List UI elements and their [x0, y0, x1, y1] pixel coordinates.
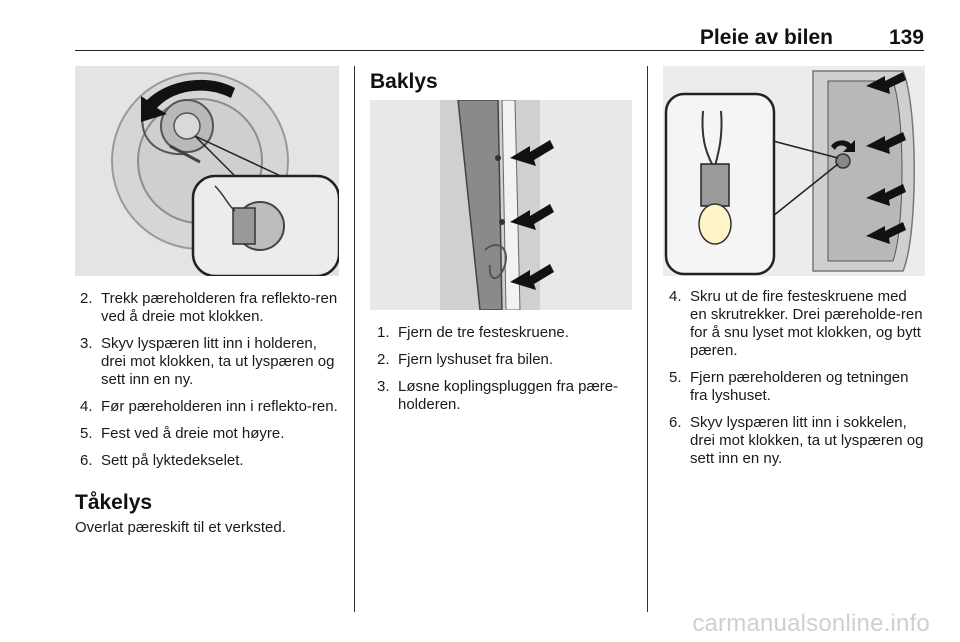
- column-divider-right: [647, 66, 648, 612]
- list-item: 4. Skru ut de fire festeskruene med en skrutrekker. Drei pæreholde-ren for å snu lyset mot klokken, og bytt pæren.: [669, 288, 923, 359]
- rear-light-housing-illustration: [663, 66, 925, 276]
- header-rule: [75, 50, 924, 51]
- list-item: 2. Trekk pæreholderen fra reflekto-ren ved å dreie mot klokken.: [80, 290, 338, 325]
- rear-light-illustration: [370, 100, 632, 310]
- right-steps-list: [669, 288, 927, 477]
- figure-rear-light-housing: [663, 66, 925, 276]
- section-heading-tåkelys: Tåkelys: [75, 491, 153, 514]
- list-item: 1. Fjern de tre festeskruene.: [377, 324, 569, 341]
- section-text: Overlat pæreskift til et verksted.: [75, 519, 286, 536]
- bulb-holder-illustration: [75, 66, 339, 276]
- section-heading-baklys: Baklys: [370, 70, 438, 93]
- list-item: 6. Skyv lyspæren litt inn i sokkelen, drei mot klokken, ta ut lyspæren og sett inn en ny.: [669, 414, 924, 467]
- running-header: Pleie av bilen: [699, 26, 833, 49]
- left-steps-list: [80, 290, 345, 479]
- page-number: 139: [888, 26, 924, 49]
- list-item: 3. Løsne koplingspluggen fra pære-holderen.: [377, 378, 619, 413]
- list-item: 6. Sett på lyktedekselet.: [80, 452, 244, 469]
- column-divider-left: [354, 66, 355, 612]
- list-item: 2. Fjern lyshuset fra bilen.: [377, 351, 554, 368]
- list-item: 5. Fjern pæreholderen og tetningen fra lyshuset.: [669, 369, 909, 404]
- list-item: 4. Før pæreholderen inn i reflekto-ren.: [80, 398, 338, 415]
- figure-rear-light-screws: [370, 100, 632, 310]
- figure-bulb-holder: [75, 66, 339, 276]
- middle-steps-list: [377, 324, 635, 423]
- list-item: 5. Fest ved å dreie mot høyre.: [80, 425, 285, 442]
- watermark: carmanualsonline.info: [692, 610, 930, 637]
- list-item: 3. Skyv lyspæren litt inn i holderen, drei mot klokken, ta ut lyspæren og sett inn en ny.: [80, 335, 335, 388]
